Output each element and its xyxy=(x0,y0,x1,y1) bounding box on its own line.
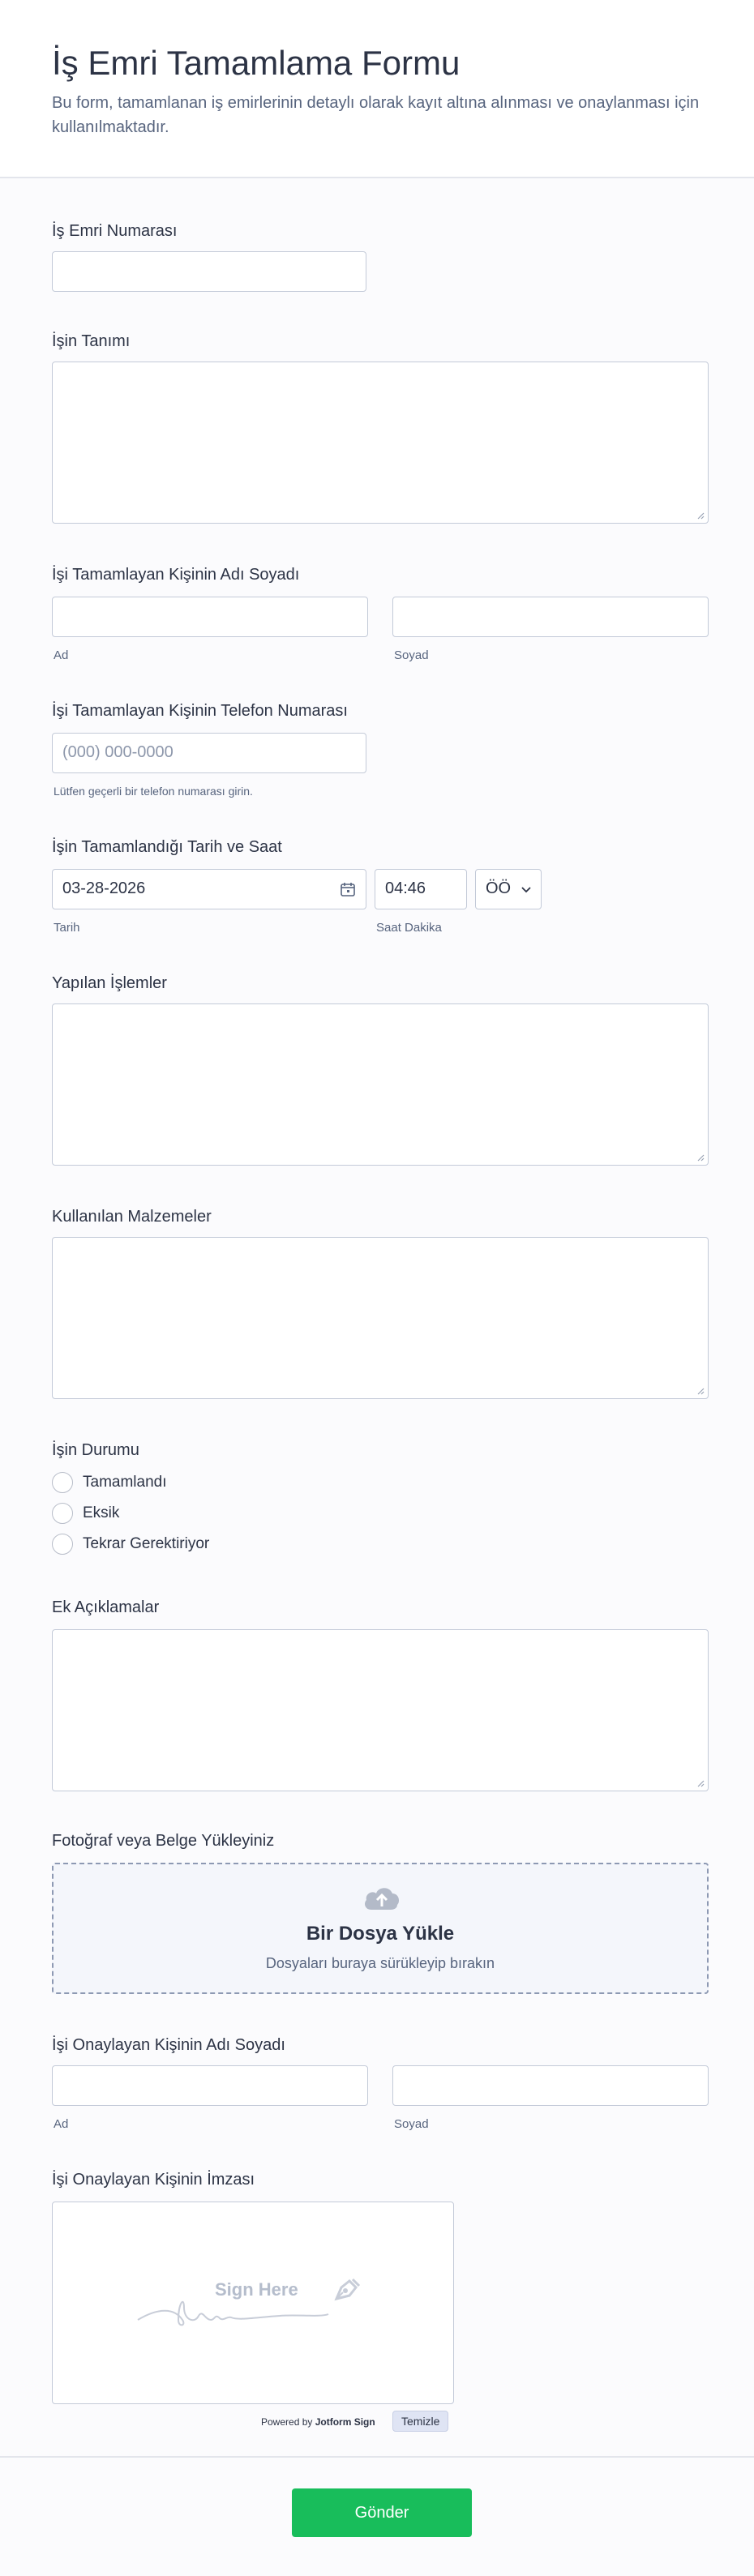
materials-label: Kullanılan Malzemeler xyxy=(52,1208,212,1226)
time-value: 04:46 xyxy=(385,879,426,897)
calendar-icon[interactable] xyxy=(340,881,356,897)
date-sublabel: Tarih xyxy=(54,921,80,935)
approver-name-label: İşi Onaylayan Kişinin Adı Soyadı xyxy=(52,2036,285,2054)
approver-signature-label: İşi Onaylayan Kişinin İmzası xyxy=(52,2171,255,2189)
status-option-label: Tekrar Gerektiriyor xyxy=(83,1535,210,1552)
status-option-incomplete[interactable] xyxy=(52,1501,119,1525)
upload-title: Bir Dosya Yükle xyxy=(306,1923,455,1945)
status-option-label: Tamamlandı xyxy=(83,1474,167,1491)
resize-handle-icon[interactable] xyxy=(696,511,705,520)
completer-first-name-input[interactable] xyxy=(52,597,368,637)
job-description-label: İşin Tanımı xyxy=(52,332,131,350)
form-header xyxy=(0,0,754,178)
chevron-down-icon xyxy=(521,886,531,894)
job-description-textarea[interactable] xyxy=(52,362,709,524)
operations-label: Yapılan İşlemler xyxy=(52,974,167,992)
status-option-redo[interactable] xyxy=(52,1532,209,1556)
form-description: Bu form, tamamlanan iş emirlerinin detaylı olarak kayıt altına alınması ve onaylanması için kullanılmaktadır. xyxy=(52,94,700,136)
status-label: İşin Durumu xyxy=(52,1441,139,1459)
work-order-number-label: İş Emri Numarası xyxy=(52,222,178,240)
completer-last-name-sublabel: Soyad xyxy=(394,648,429,662)
status-option-completed[interactable] xyxy=(52,1470,167,1495)
approver-last-name-sublabel: Soyad xyxy=(394,2117,429,2131)
powered-by-text xyxy=(261,2416,375,2428)
date-value: 03-28-2026 xyxy=(62,879,146,897)
operations-textarea[interactable] xyxy=(52,1003,709,1166)
completer-first-name-sublabel: Ad xyxy=(54,648,69,662)
status-option-label: Eksik xyxy=(83,1504,120,1521)
upload-label: Fotoğraf veya Belge Yükleyiniz xyxy=(52,1832,275,1850)
ampm-select[interactable] xyxy=(475,869,542,909)
radio-button[interactable] xyxy=(52,1503,73,1524)
completer-name-label: İşi Tamamlayan Kişinin Adı Soyadı xyxy=(52,566,300,584)
cloud-upload-icon xyxy=(362,1884,402,1913)
pen-icon xyxy=(328,2271,364,2307)
time-sublabel: Saat Dakika xyxy=(376,921,442,935)
radio-button[interactable] xyxy=(52,1472,73,1493)
completion-datetime-label: İşin Tamamlandığı Tarih ve Saat xyxy=(52,838,282,856)
completer-phone-input[interactable] xyxy=(52,733,366,773)
approver-last-name-input[interactable] xyxy=(392,2065,709,2106)
submit-button[interactable]: Gönder xyxy=(292,2488,472,2537)
footer-divider xyxy=(0,2456,754,2458)
date-input[interactable] xyxy=(52,869,366,909)
phone-sublabel: Lütfen geçerli bir telefon numarası girin. xyxy=(54,785,253,798)
completer-last-name-input[interactable] xyxy=(392,597,709,637)
approver-first-name-sublabel: Ad xyxy=(54,2117,69,2131)
ampm-value: ÖÖ xyxy=(486,879,512,897)
resize-handle-icon[interactable] xyxy=(696,1153,705,1162)
radio-button[interactable] xyxy=(52,1534,73,1555)
approver-first-name-input[interactable] xyxy=(52,2065,368,2106)
materials-textarea[interactable] xyxy=(52,1237,709,1399)
signature-pad[interactable] xyxy=(52,2202,454,2404)
powered-by-label: Powered by xyxy=(261,2416,313,2428)
work-order-number-input[interactable] xyxy=(52,251,366,292)
upload-subtitle: Dosyaları buraya sürükleyip bırakın xyxy=(265,1955,495,1971)
clear-signature-button[interactable]: Temizle xyxy=(392,2411,448,2432)
file-upload-dropzone[interactable] xyxy=(52,1863,709,1994)
notes-textarea[interactable] xyxy=(52,1629,709,1791)
completer-phone-label: İşi Tamamlayan Kişinin Telefon Numarası xyxy=(52,702,348,720)
resize-handle-icon[interactable] xyxy=(696,1779,705,1787)
form-title: İş Emri Tamamlama Formu xyxy=(52,44,461,82)
resize-handle-icon[interactable] xyxy=(696,1387,705,1395)
form-body xyxy=(0,178,754,2456)
sign-here-placeholder: Sign Here xyxy=(215,2279,298,2300)
notes-label: Ek Açıklamalar xyxy=(52,1598,160,1616)
phone-placeholder: (000) 000-0000 xyxy=(62,743,174,761)
time-input[interactable] xyxy=(375,869,467,909)
jotform-sign-brand: Jotform Sign xyxy=(315,2416,375,2428)
